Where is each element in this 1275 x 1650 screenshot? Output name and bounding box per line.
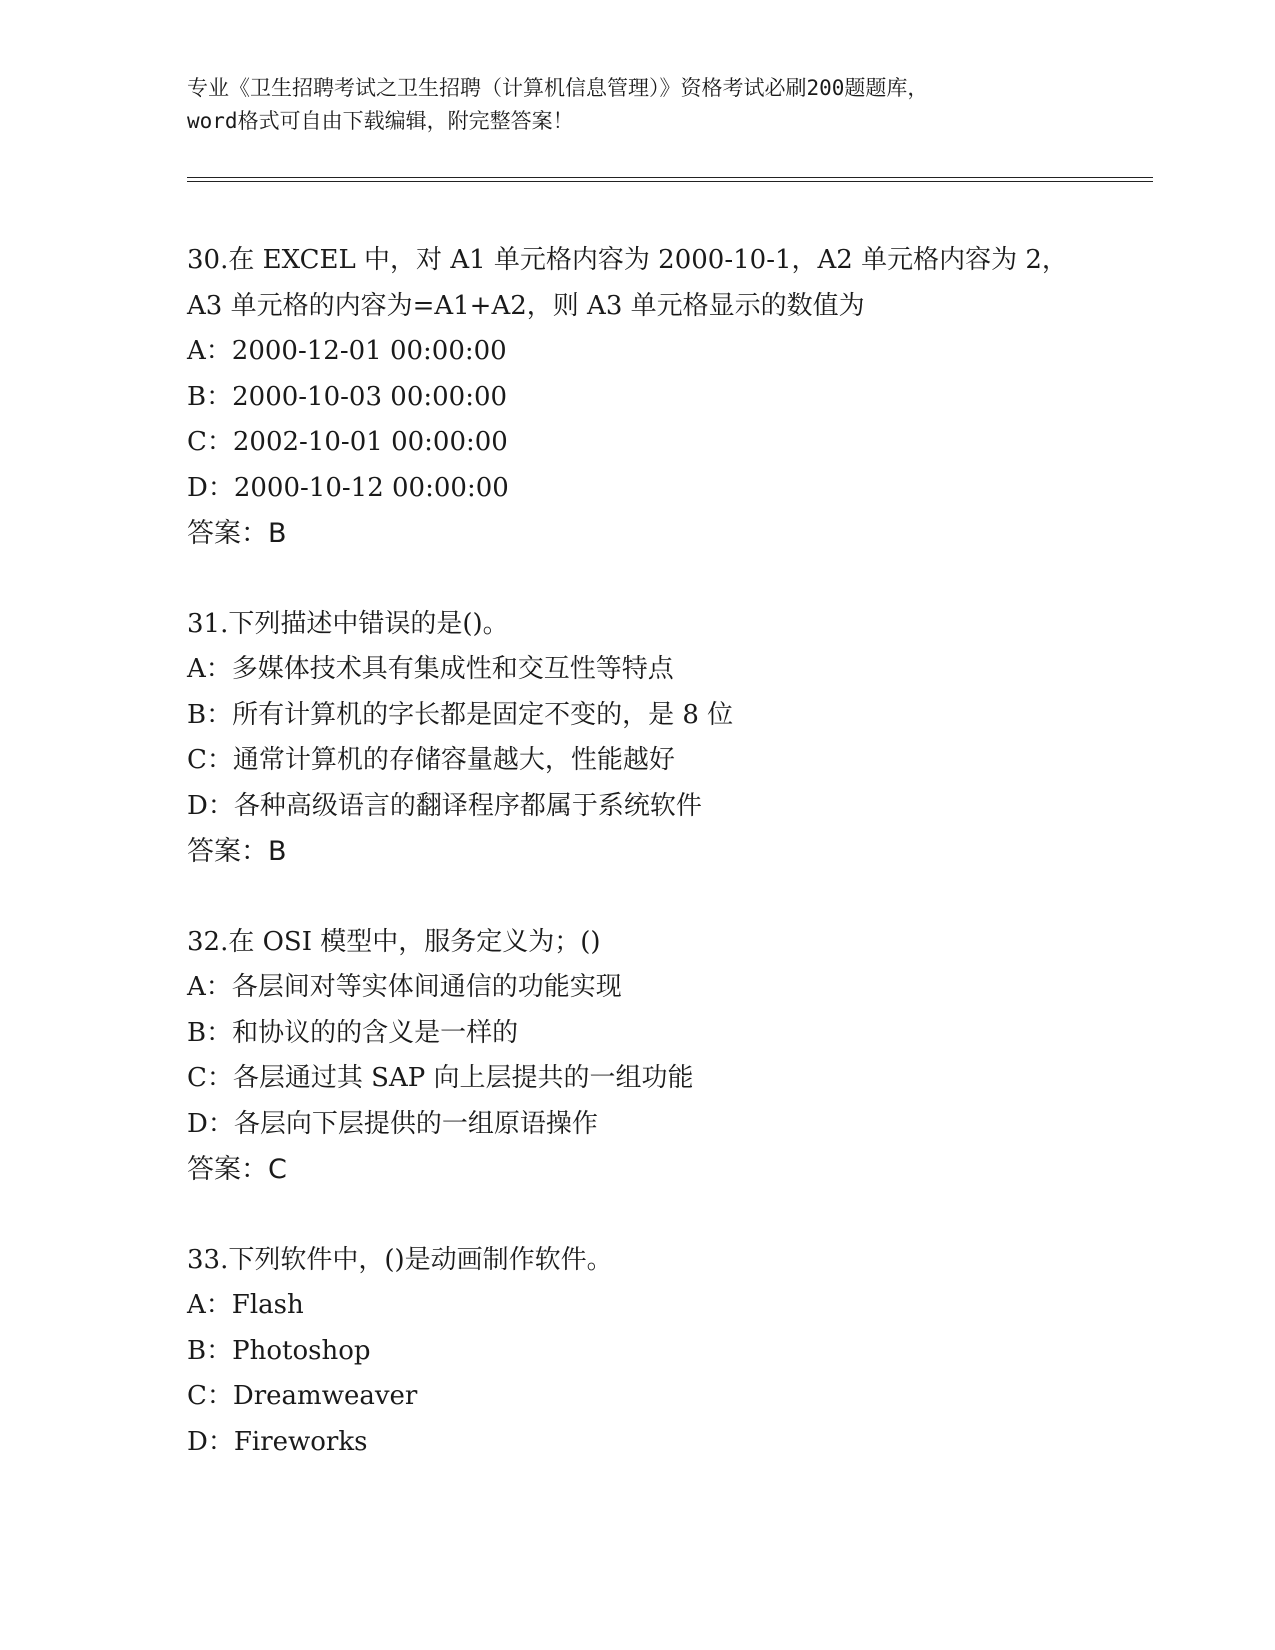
question-stem: 33.下列软件中，()是动画制作软件。 xyxy=(187,1244,613,1275)
option-d: D：各层向下层提供的一组原语操作 xyxy=(187,1108,598,1139)
answer-label: 答案：B xyxy=(187,518,287,549)
question-stem: 32.在 OSI 模型中，服务定义为；() xyxy=(187,926,601,957)
option-d: D：Fireworks xyxy=(187,1426,368,1457)
header-divider-top xyxy=(187,177,1153,178)
question-30 xyxy=(187,238,1147,557)
answer-label: 答案：B xyxy=(187,836,287,867)
question-33 xyxy=(187,1238,1147,1466)
option-a: A：2000-12-01 00:00:00 xyxy=(187,336,507,366)
question-stem: 30.在 EXCEL 中，对 A1 单元格内容为 2000-10-1，A2 单元格内容为 2， xyxy=(187,245,1068,275)
header-line-1: 专业《卫生招聘考试之卫生招聘（计算机信息管理）》资格考试必刷200题题库， xyxy=(187,76,929,100)
question-list xyxy=(187,238,1147,1510)
option-c: C：各层通过其 SAP 向上层提共的一组功能 xyxy=(187,1063,694,1093)
option-d: D：2000-10-12 00:00:00 xyxy=(187,472,509,503)
option-b: B：所有计算机的字长都是固定不变的，是 8 位 xyxy=(187,699,734,730)
document-header xyxy=(187,72,1087,138)
option-a: A：各层间对等实体间通信的功能实现 xyxy=(187,972,622,1002)
question-stem: A3 单元格的内容为=A1+A2，则 A3 单元格显示的数值为 xyxy=(187,290,865,321)
option-c: C：Dreamweaver xyxy=(187,1381,418,1411)
option-a: A：多媒体技术具有集成性和交互性等特点 xyxy=(187,654,674,684)
answer-label: 答案：C xyxy=(187,1154,287,1185)
question-31 xyxy=(187,602,1147,875)
header-line-2: word格式可自由下载编辑，附完整答案！ xyxy=(187,109,574,133)
question-stem: 31.下列描述中错误的是()。 xyxy=(187,608,509,639)
question-32 xyxy=(187,920,1147,1193)
header-divider-bottom xyxy=(187,181,1153,182)
option-b: B：Photoshop xyxy=(187,1335,371,1366)
option-b: B：和协议的的含义是一样的 xyxy=(187,1017,519,1048)
option-a: A：Flash xyxy=(187,1290,304,1320)
option-d: D：各种高级语言的翻译程序都属于系统软件 xyxy=(187,790,702,821)
option-c: C：通常计算机的存储容量越大，性能越好 xyxy=(187,745,675,775)
option-b: B：2000-10-03 00:00:00 xyxy=(187,381,508,412)
option-c: C：2002-10-01 00:00:00 xyxy=(187,427,508,457)
